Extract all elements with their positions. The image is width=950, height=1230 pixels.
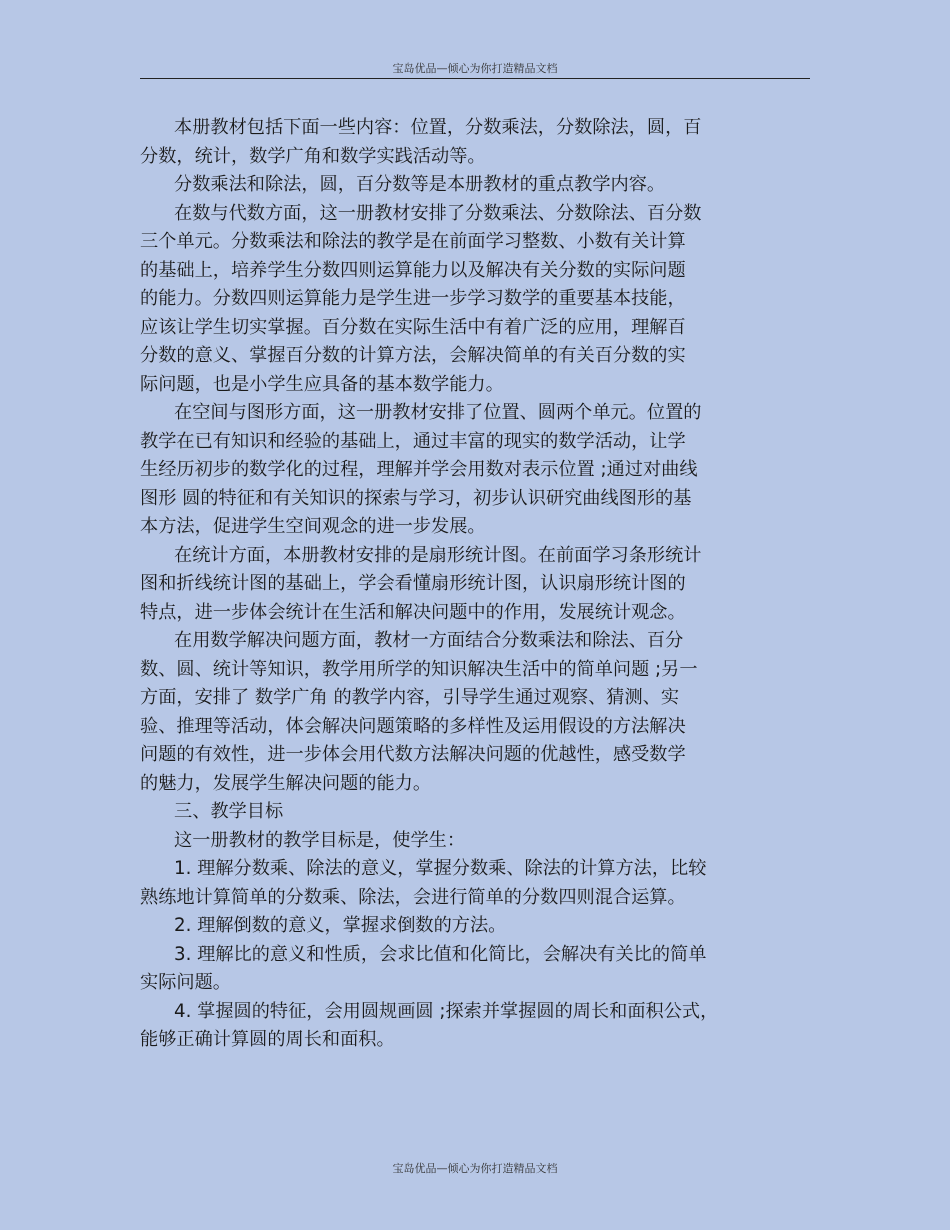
header-divider <box>140 78 810 79</box>
text-line: 实际问题。 <box>140 972 231 993</box>
text-line: 分数，统计，数学广角和数学实践活动等。 <box>140 145 486 167</box>
text-line: 应该让学生切实掌握。百分数在实际生活中有着广泛的应用，理解百 <box>140 316 686 338</box>
page-footer: 宝岛优品—倾心为你打造精品文档 <box>392 1162 558 1175</box>
text-line: 在统计方面，本册教材安排的是扇形统计图。在前面学习条形统计 <box>174 544 702 566</box>
text-line: 的基础上，培养学生分数四则运算能力以及解决有关分数的实际问题 <box>140 259 686 281</box>
text-line: 3. 理解比的意义和性质，会求比值和化简比，会解决有关比的简单 <box>174 943 707 965</box>
text-line: 生经历初步的数学化的过程，理解并学会用数对表示位置 ;通过对曲线 <box>140 459 698 480</box>
text-line: 际问题，也是小学生应具备的基本数学能力。 <box>140 373 504 395</box>
text-line: 1. 理解分数乘、除法的意义，掌握分数乘、除法的计算方法，比较 <box>174 858 707 879</box>
text-line: 三个单元。分数乘法和除法的教学是在前面学习整数、小数有关计算 <box>140 231 686 252</box>
text-line: 本方法，促进学生空间观念的进一步发展。 <box>140 516 486 537</box>
text-line: 分数乘法和除法，圆，百分数等是本册教材的重点教学内容。 <box>174 174 666 195</box>
text-line: 验、推理等活动，体会解决问题策略的多样性及运用假设的方法解决 <box>140 715 686 737</box>
text-line: 教学在已有知识和经验的基础上，通过丰富的现实的数学活动，让学 <box>140 430 686 452</box>
text-line: 本册教材包括下面一些内容：位置，分数乘法，分数除法，圆，百 <box>174 117 702 138</box>
text-line: 在数与代数方面，这一册教材安排了分数乘法、分数除法、百分数 <box>174 202 702 224</box>
text-line: 这一册教材的教学目标是，使学生： <box>174 829 466 851</box>
text-line: 图形 圆的特征和有关知识的探索与学习，初步认识研究曲线图形的基 <box>140 487 692 509</box>
text-line: 在用数学解决问题方面，教材一方面结合分数乘法和除法、百分 <box>174 630 684 651</box>
text-line: 图和折线统计图的基础上，学会看懂扇形统计图，认识扇形统计图的 <box>140 573 686 594</box>
text-line: 数、圆、统计等知识，教学用所学的知识解决生活中的简单问题 ;另一 <box>140 658 698 680</box>
text-line: 方面，安排了 数学广角 的教学内容，引导学生通过观察、猜测、实 <box>140 687 680 708</box>
text-line: 问题的有效性，进一步体会用代数方法解决问题的优越性，感受数学 <box>140 744 686 765</box>
text-line: 的魅力，发展学生解决问题的能力。 <box>140 772 432 794</box>
text-line: 的能力。分数四则运算能力是学生进一步学习数学的重要基本技能， <box>140 288 686 309</box>
page-header: 宝岛优品—倾心为你打造精品文档 <box>392 62 558 75</box>
text-line: 能够正确计算圆的周长和面积。 <box>140 1029 395 1050</box>
text-line: 2. 理解倒数的意义，掌握求倒数的方法。 <box>174 915 507 936</box>
document-body <box>140 114 805 1055</box>
text-line: 4. 掌握圆的特征，会用圆规画圆 ;探索并掌握圆的周长和面积公式， <box>174 1000 719 1022</box>
text-line: 在空间与图形方面，这一册教材安排了位置、圆两个单元。位置的 <box>174 402 702 423</box>
text-line: 熟练地计算简单的分数乘、除法，会进行简单的分数四则混合运算。 <box>140 886 686 908</box>
text-line: 分数的意义、掌握百分数的计算方法，会解决简单的有关百分数的实 <box>140 345 686 366</box>
section-heading: 三、教学目标 <box>174 801 284 822</box>
text-line: 特点，进一步体会统计在生活和解决问题中的作用，发展统计观念。 <box>140 601 686 623</box>
